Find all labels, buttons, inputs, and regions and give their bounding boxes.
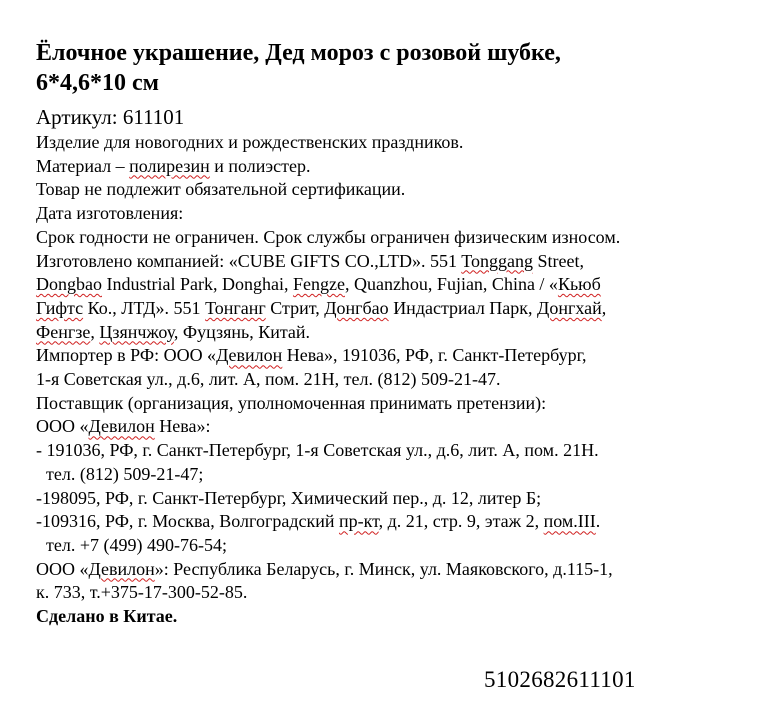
spellcheck-flagged-word: Фенгзе — [36, 321, 91, 342]
text-segment: и полиэстер. — [209, 155, 311, 176]
text-segment: Поставщик (организация, уполномоченная принимать претензии): — [36, 392, 547, 413]
text-segment: . — [595, 511, 601, 532]
text-segment: , Фуцзянь, Китай. — [173, 321, 311, 342]
label-body-text — [36, 131, 751, 629]
text-line — [36, 510, 751, 534]
text-segment: Дата изготовления: — [36, 203, 184, 224]
text-line — [36, 226, 751, 250]
text-segment: Срок годности не ограничен. Срок службы ограничен физическим износом. — [36, 226, 621, 247]
text-line — [36, 558, 751, 582]
text-segment: Industrial Park, Donghai, — [102, 274, 293, 295]
text-line — [36, 250, 751, 274]
text-segment: Изделие для новогодних и рождественских праздников. — [36, 132, 464, 152]
text-segment: , — [90, 321, 100, 342]
spellcheck-flagged-word: Гифтс — [36, 297, 84, 318]
text-segment: ООО « — [36, 558, 89, 579]
spellcheck-flagged-word: Fengze — [292, 274, 345, 295]
text-segment: тел. (812) 509-21-47; — [46, 463, 204, 484]
text-line — [36, 605, 751, 629]
text-line — [36, 439, 751, 463]
text-segment: тел. +7 (499) 490-76-54; — [46, 534, 227, 555]
product-title — [36, 38, 736, 98]
spellcheck-flagged-word: Донгхай — [537, 297, 602, 318]
spellcheck-flagged-word: пр-кт — [338, 511, 379, 532]
spellcheck-flagged-word: полирезин — [129, 155, 210, 176]
text-line — [36, 534, 751, 558]
text-segment: , д. 21, стр. 9, этаж 2, — [378, 511, 544, 532]
text-line — [36, 463, 751, 487]
text-segment: Нева», 191036, РФ, г. Санкт-Петербург, — [282, 345, 587, 366]
text-segment: -109316, РФ, г. Москва, Волгоградский — [36, 511, 339, 532]
spellcheck-flagged-word: Донгбао — [324, 297, 389, 318]
barcode-number: 5102682611101 — [484, 667, 636, 692]
text-segment: , Quanzhou, Fujian, China / « — [344, 274, 558, 295]
text-segment: , — [601, 297, 607, 318]
text-segment: - 191036, РФ, г. Санкт-Петербург, 1-я Советская ул., д.6, лит. А, пом. 21Н. — [36, 440, 599, 461]
product-title-line-2: 6*4,6*10 см — [36, 70, 159, 96]
text-segment: Товар не подлежит обязательной сертификации. — [36, 179, 406, 200]
spellcheck-flagged-word: пом.III — [543, 511, 596, 532]
text-segment: ООО « — [36, 416, 89, 437]
text-line — [36, 344, 751, 368]
spellcheck-flagged-word: Девилон — [216, 345, 283, 366]
text-line — [36, 581, 751, 605]
spellcheck-flagged-word: Tonggang — [461, 250, 533, 271]
article-number: Артикул: 611101 — [36, 105, 185, 129]
text-segment: Ко., ЛТД». 551 — [83, 297, 206, 318]
text-line — [36, 131, 751, 155]
text-line — [36, 273, 751, 297]
text-segment: к. 733, т.+375-17-300-52-85. — [36, 582, 248, 603]
text-segment: Материал – — [36, 155, 130, 176]
text-segment: »: Республика Беларусь, г. Минск, ул. Маяковского, д.115-1, — [154, 558, 613, 579]
text-line — [36, 368, 751, 392]
text-segment: 1-я Советская ул., д.6, лит. А, пом. 21Н, тел. (812) 509-21-47. — [36, 369, 501, 390]
text-segment: Индастриал Парк, — [388, 297, 538, 318]
text-line — [36, 487, 751, 511]
spellcheck-flagged-word: Кьюб — [557, 274, 601, 295]
product-title-line-1: Ёлочное украшение, Дед мороз с розовой шубке, — [36, 40, 561, 66]
text-line — [36, 321, 751, 345]
spellcheck-flagged-word: Тонганг — [205, 297, 266, 318]
spellcheck-flagged-word: Девилон — [88, 558, 155, 579]
text-segment: Нева»: — [154, 416, 211, 437]
text-segment: -198095, РФ, г. Санкт-Петербург, Химический пер., д. 12, литер Б; — [36, 487, 542, 508]
text-line — [36, 415, 751, 439]
text-segment: Сделано в Китае. — [36, 606, 178, 627]
text-segment: Street, — [532, 250, 584, 271]
spellcheck-flagged-word: Dongbao — [36, 274, 102, 295]
text-line — [36, 202, 751, 226]
text-segment: Импортер в РФ: ООО « — [36, 345, 217, 366]
text-segment: Изготовлено компанией: «CUBE GIFTS CO.,LTD». 551 — [36, 250, 462, 271]
spellcheck-flagged-word: Девилон — [88, 416, 155, 437]
text-line — [36, 178, 751, 202]
text-line — [36, 392, 751, 416]
text-line — [36, 297, 751, 321]
text-line — [36, 155, 751, 179]
spellcheck-flagged-word: Цзянчжоу — [99, 321, 174, 342]
text-segment: Стрит, — [265, 297, 325, 318]
